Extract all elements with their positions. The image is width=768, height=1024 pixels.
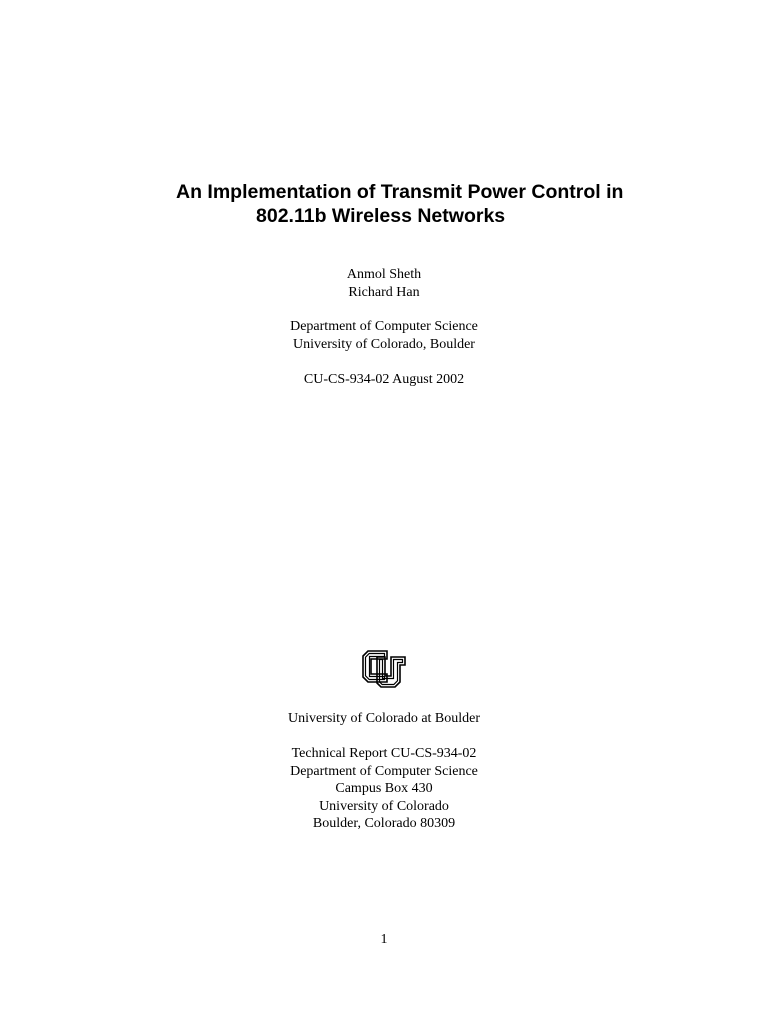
footer-technical-report: Technical Report CU-CS-934-02 (291, 746, 477, 761)
author-list (0, 266, 768, 301)
title-line-2: 802.11b Wireless Networks (256, 205, 506, 227)
footer-address: Boulder, Colorado 80309 (312, 816, 456, 831)
paper-title (176, 180, 676, 228)
report-info (0, 371, 768, 389)
affiliation-department: Department of Computer Science (290, 319, 478, 334)
author-name: Anmol Sheth (346, 267, 422, 282)
footer-campus-box: Campus Box 430 (335, 781, 433, 796)
author-name: Richard Han (348, 284, 420, 300)
footer-university: University of Colorado (319, 798, 449, 814)
page-number: 1 (380, 932, 388, 947)
affiliation-university: University of Colorado, Boulder (293, 336, 475, 352)
cu-logo-icon (360, 648, 408, 690)
footer-address-block (0, 745, 768, 833)
title-line-1: An Implementation of Transmit Power Control in (176, 181, 624, 203)
footer-department: Department of Computer Science (290, 763, 478, 779)
affiliation (0, 318, 768, 353)
footer-institution-block (0, 710, 768, 728)
report-id: CU-CS-934-02 August 2002 (303, 372, 465, 387)
footer-institution: University of Colorado at Boulder (287, 711, 481, 726)
